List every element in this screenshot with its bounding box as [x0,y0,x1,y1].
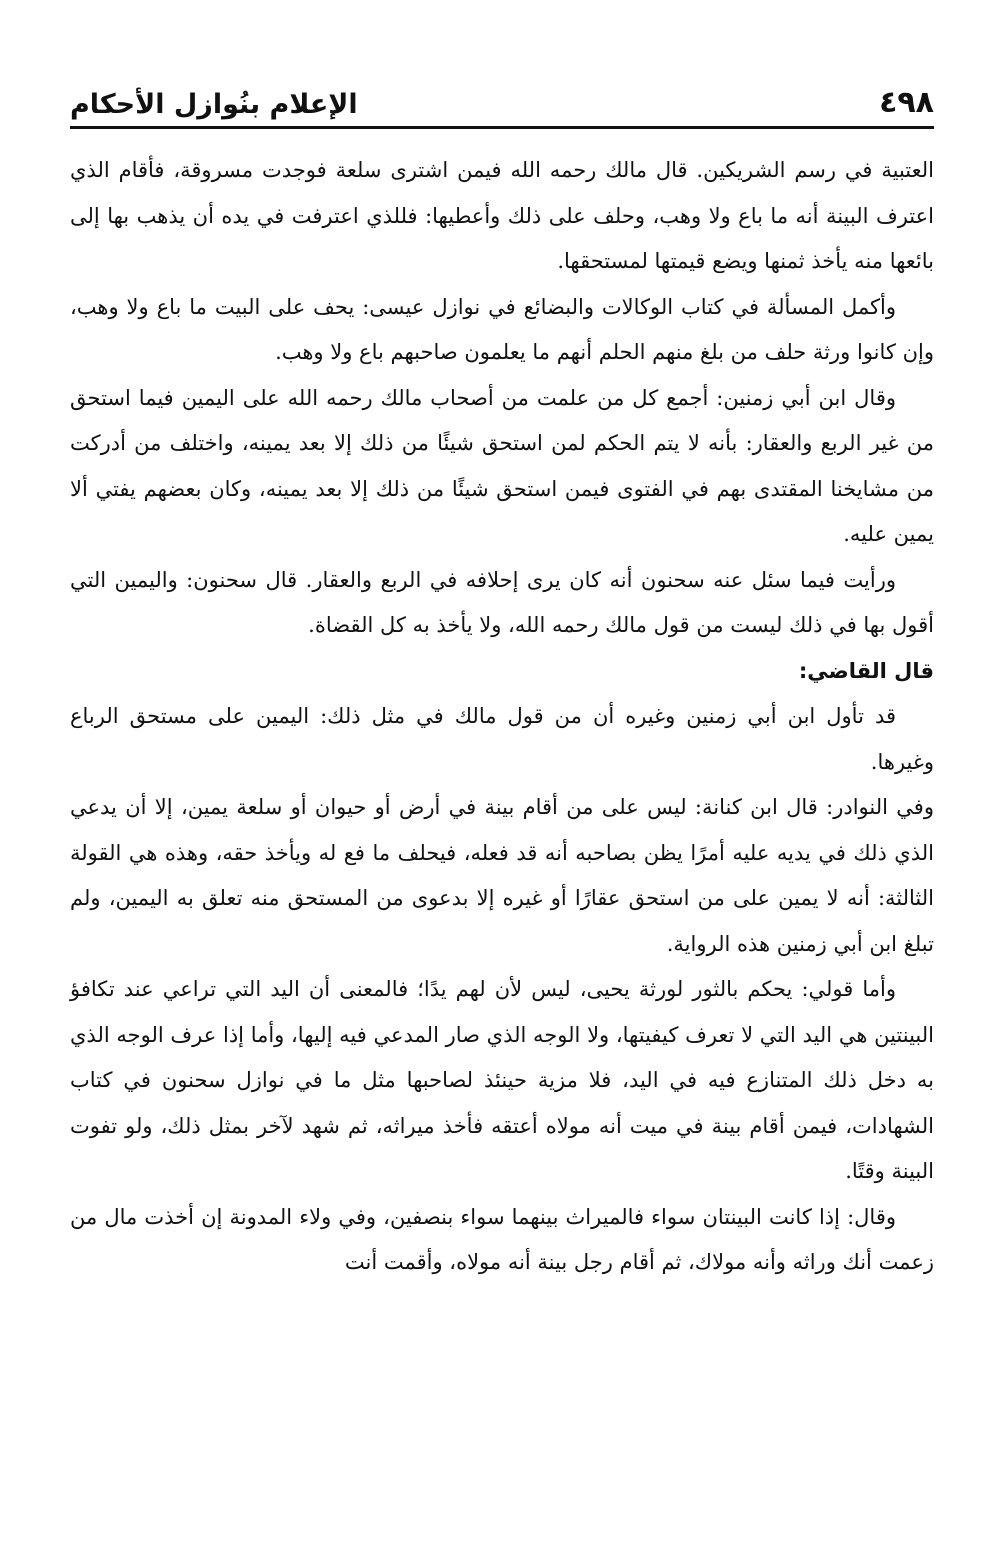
paragraph: قد تأول ابن أبي زمنين وغيره أن من قول مالك في مثل ذلك: اليمين على مستحق الرباع وغيرها. [70,704,934,774]
section-heading: قال القاضي: [798,658,934,683]
paragraph: ورأيت فيما سئل عنه سحنون أنه كان يرى إحلافه في الربع والعقار. قال سحنون: واليمين التي أقول بها في ذلك ليست من قول مالك رحمه الله، ولا يأخذ به كل القضاة. [70,567,934,637]
running-title: الإعلام بنُوازل الأحكام [70,89,358,120]
paragraph: وفي النوادر: قال ابن كنانة: ليس على من أقام بينة في أرض أو حيوان أو سلعة يمين، إلا أن يدعي الذي ذلك في يديه عليه أمرًا يظن بصاحبه أنه قد فعله، فيحلف ما فع له ويأخذ حقه، وهذه هي القولة الثالثة: أنه لا يمين على من استحق عقارًا أو غيره إلا بدعوى من المستحق منه تعلق به اليمين، ولم تبلغ ابن أبي زمنين هذه الرواية. [70,795,934,956]
paragraph: العتبية في رسم الشريكين. قال مالك رحمه الله فيمن اشترى سلعة فوجدت مسروقة، فأقام الذي اعترف البينة أنه ما باع ولا وهب، وحلف على ذلك وأعطيها: فللذي اعترفت في يده أن يذهب بها إلى بائعها منه يأخذ ثمنها ويضع قيمتها لمستحقها. [70,158,934,273]
paragraph: وقال ابن أبي زمنين: أجمع كل من علمت من أصحاب مالك رحمه الله على اليمين فيما استحق من غير الربع والعقار: بأنه لا يتم الحكم لمن استحق شيئًا من ذلك إلا بعد يمينه، واختلف من أدركت من مشايخنا المقتدى بهم في الفتوى فيمن استحق شيئًا من ذلك إلا بعد يمينه، وكان بعضهم يفتي ألا يمين عليه. [70,385,934,546]
paragraph: وأكمل المسألة في كتاب الوكالات والبضائع في نوازل عيسى: يحف على البيت ما باع ولا وهب، وإن كانوا ورثة حلف من بلغ منهم الحلم أنهم ما يعلمون صاحبهم باع ولا وهب. [70,294,934,364]
page-number: ٤٩٨ [879,85,934,120]
page-header [70,70,934,129]
page-body [70,148,934,1286]
paragraph: وقال: إذا كانت البينتان سواء فالميراث بينهما سواء بنصفين، وفي ولاء المدونة إن أخذت مال من زعمت أنك وراثه وأنه مولاك، ثم أقام رجل بينة أنه مولاه، وأقمت أنت [70,1204,934,1274]
paragraph: وأما قولي: يحكم بالثور لورثة يحيى، ليس لأن لهم يدًا؛ فالمعنى أن اليد التي تراعي عند تكافؤ البينتين هي اليد التي لا تعرف كيفيتها، ولا الوجه الذي صار المدعي فيه إليها، وأما إذا عرف الوجه الذي به دخل ذلك المتنازع فيه في اليد، فلا مزية حينئذ لصاحبها مثل ما في نوازل سحنون في كتاب الشهادات، فيمن أقام بينة في ميت أنه مولاه أعتقه فأخذ ميراثه، ثم شهد لآخر بمثل ذلك، ولو تفوت البينة وقتًا. [70,977,934,1183]
